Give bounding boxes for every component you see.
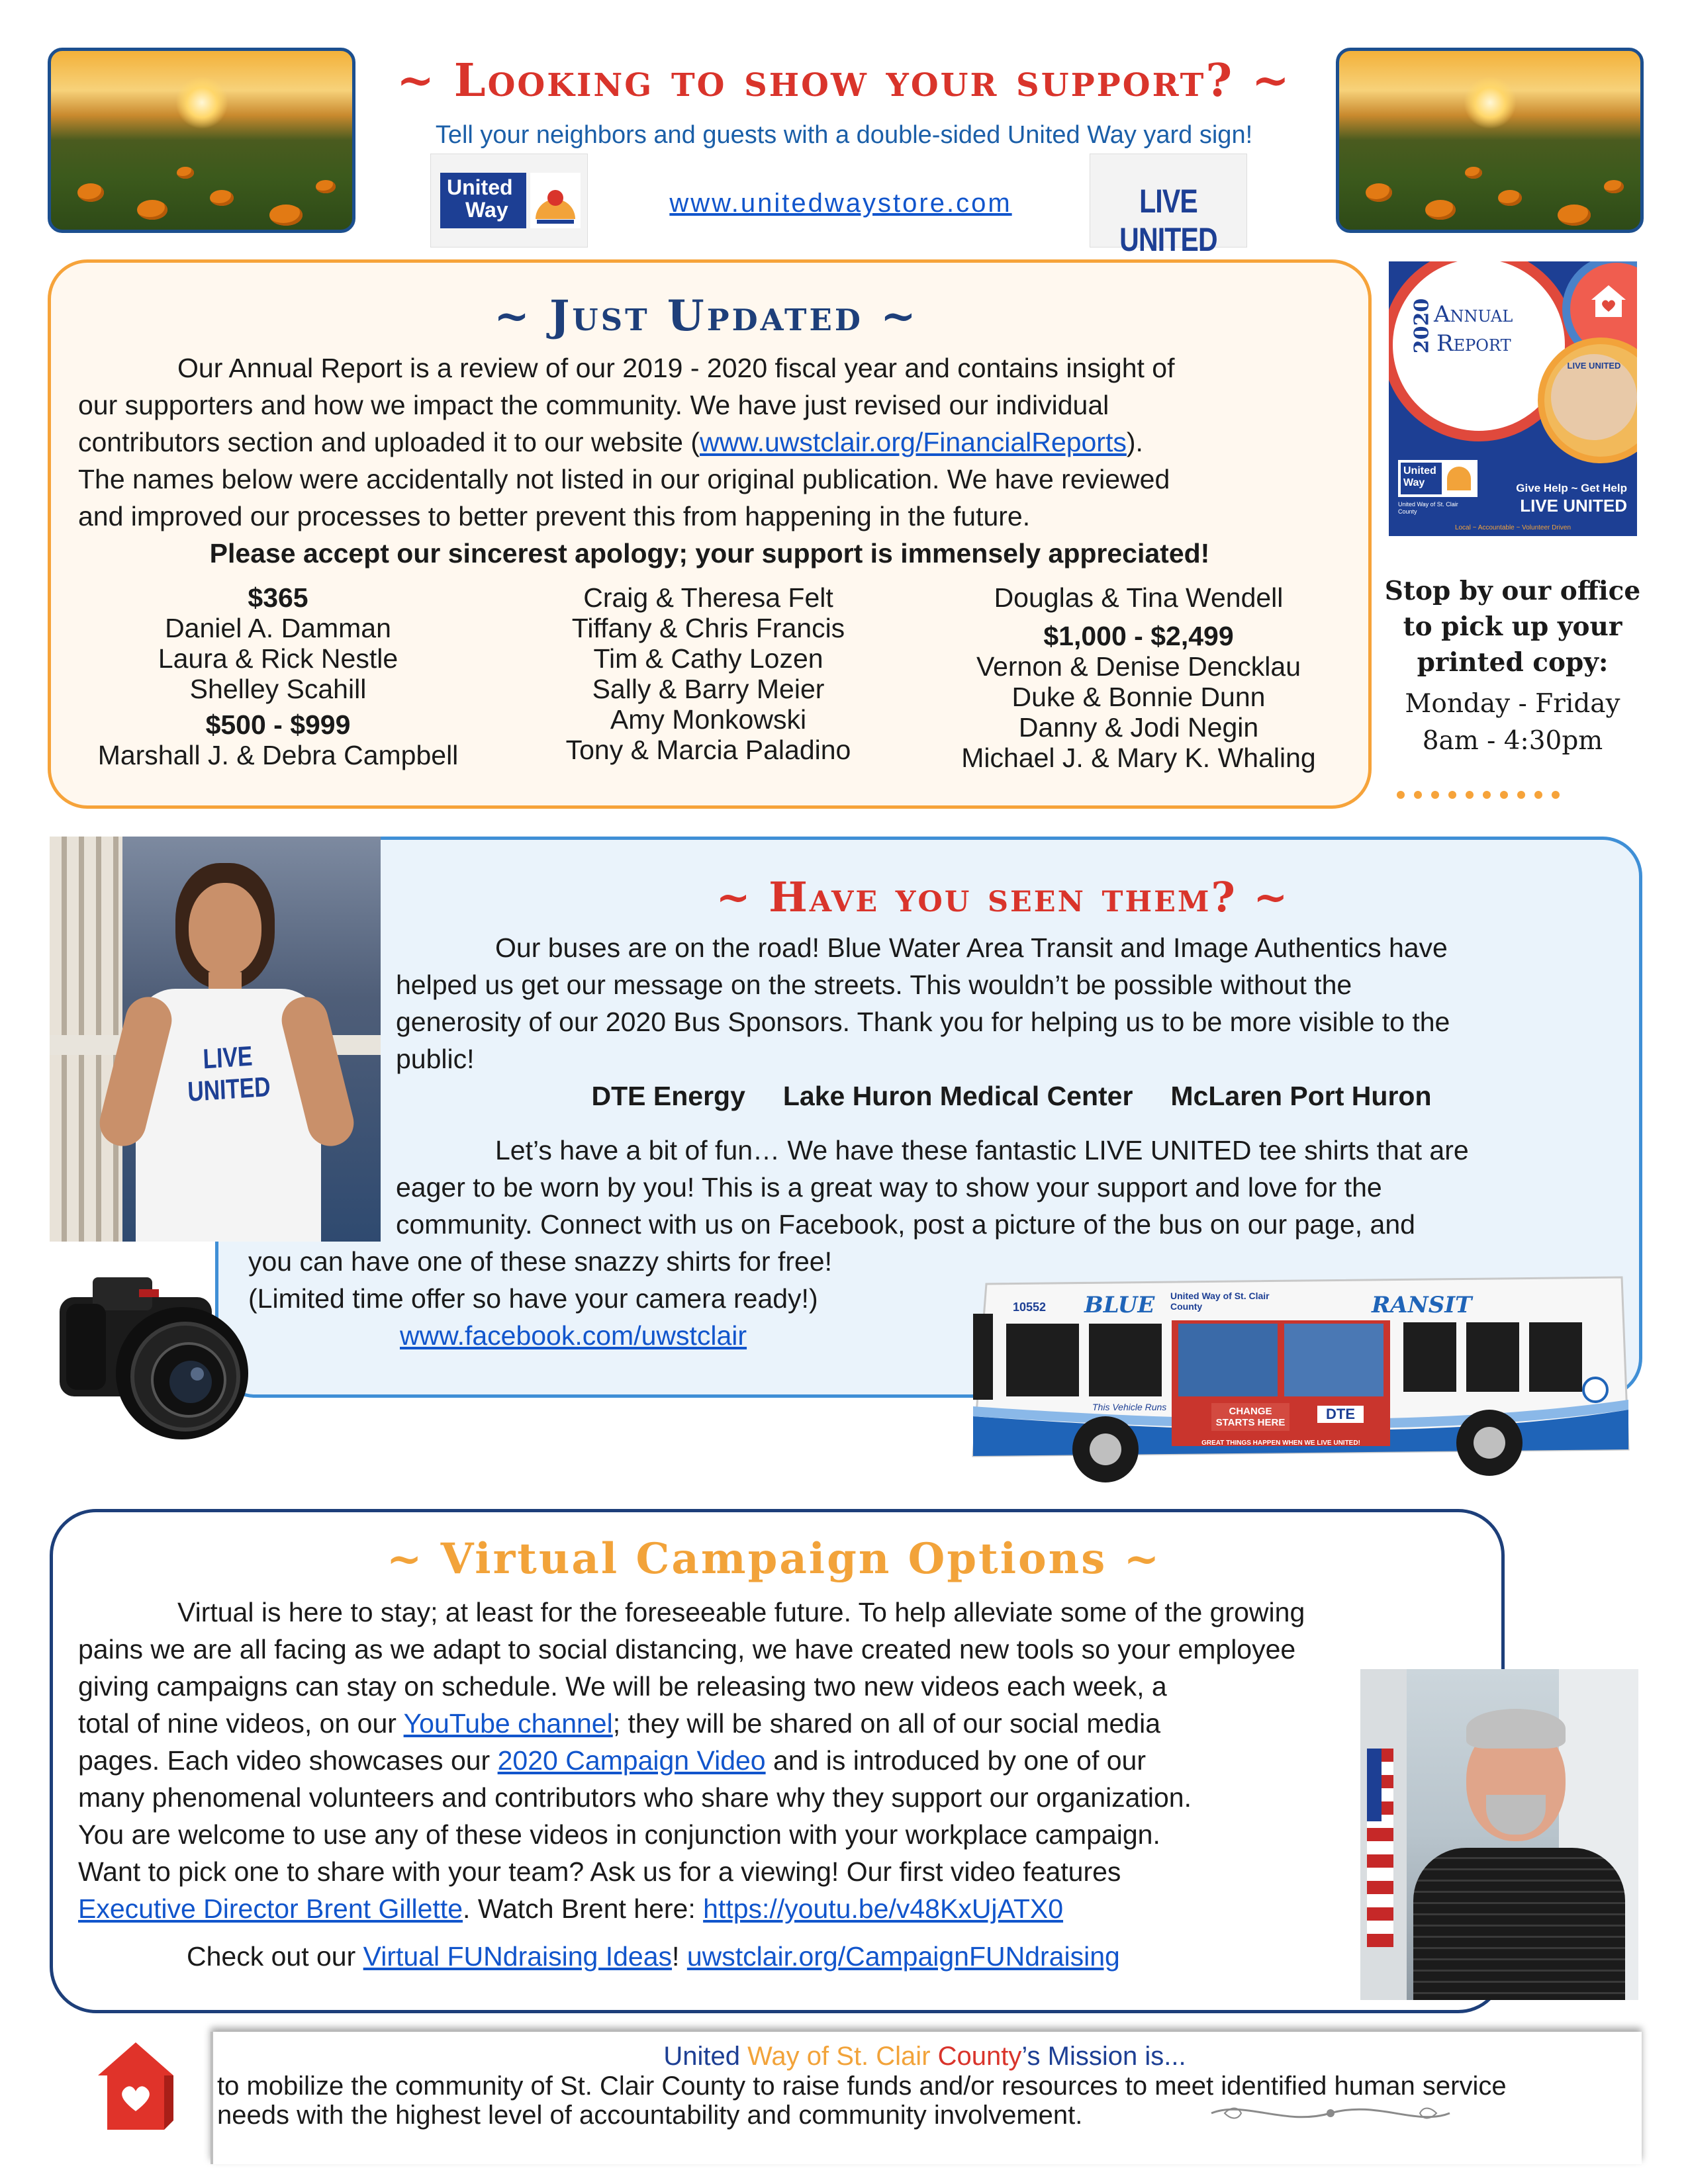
- donor-tier-500-999: $500 - $999: [205, 709, 351, 740]
- report-badge: LIVE UNITED: [1567, 361, 1621, 371]
- virtual-line-10: [78, 1938, 1501, 1975]
- support-title: ~ Looking to show your support? ~: [397, 54, 1291, 107]
- mission-word-united: United: [663, 2042, 741, 2071]
- virtual-line-4-end: ; they will be shared on all of our social media: [612, 1708, 1161, 1739]
- uw-logo-line2: Way: [465, 197, 508, 222]
- report-uw-sub: United Way of St. Clair County: [1398, 501, 1458, 515]
- shirt-line-1: Let’s have a bit of fun… We have these fantastic LIVE UNITED tee shirts that are: [495, 1135, 1469, 1165]
- annual-report-cover: [1389, 261, 1637, 536]
- uw-logo-line1: United: [447, 175, 513, 199]
- virtual-line-4: [78, 1705, 1501, 1742]
- donor-name: Sally & Barry Meier: [592, 674, 825, 704]
- shirt-line-2: eager to be worn by you! This is a great way to show your support and love for the: [396, 1172, 1382, 1203]
- updated-line-4: The names below were accidentally not listed in our original publication. We have reviewed: [78, 464, 1170, 494]
- office-line-3: printed copy:: [1417, 647, 1609, 678]
- donor-name: Tiffany & Chris Francis: [571, 613, 845, 643]
- donor-name: Michael J. & Mary K. Whaling: [961, 743, 1316, 773]
- donor-column-3: [927, 582, 1350, 773]
- donor-column-1: [66, 582, 490, 770]
- report-tagline-1: Give Help ~ Get Help: [1516, 482, 1627, 494]
- shirt-paragraph: [396, 1132, 1627, 1243]
- pumpkin-field-photo-left: [48, 48, 355, 233]
- report-uw-line1: United: [1403, 465, 1436, 477]
- live-united-sign: [1090, 154, 1247, 258]
- bus-line-2: helped us get our message on the streets. This wouldn’t be possible without the: [396, 970, 1352, 1000]
- shirt-line-5: (Limited time offer so have your camera ready!): [248, 1283, 818, 1314]
- virtual-line-10-mid: !: [672, 1941, 687, 1972]
- bus-banner: GREAT THINGS HAPPEN WHEN WE LIVE UNITED!: [1201, 1439, 1360, 1447]
- house-heart-logo-icon: [93, 2037, 179, 2136]
- bus-brand-left: BLUE: [1084, 1292, 1155, 1318]
- donor-name: Amy Monkowski: [610, 704, 807, 735]
- bus-runs: This Vehicle Runs: [1092, 1402, 1167, 1412]
- donor-name: Tim & Cathy Lozen: [593, 643, 823, 674]
- bus-line-1: Our buses are on the road! Blue Water Area Transit and Image Authentics have: [495, 933, 1448, 963]
- office-note: [1383, 573, 1642, 760]
- campaign-fundraising-link[interactable]: uwstclair.org/CampaignFUNdraising: [686, 1941, 1120, 1972]
- youtube-channel-link[interactable]: YouTube channel: [403, 1708, 613, 1739]
- donor-name: Duke & Bonnie Dunn: [1011, 682, 1266, 712]
- shirt-paragraph-2: [248, 1243, 976, 1317]
- donor-name: Marshall J. & Debra Campbell: [97, 740, 459, 770]
- apology-line: Please accept our sincerest apology; your support is immensely appreciated!: [209, 538, 1210, 569]
- mission-word-of: of: [806, 2042, 829, 2071]
- mission-word-mission: ’s Mission is...: [1021, 2042, 1186, 2071]
- report-uw-line2: Way: [1403, 477, 1425, 488]
- sponsor-dte: DTE Energy: [591, 1081, 745, 1111]
- bus-paragraph: [396, 929, 1627, 1077]
- donor-name: Shelley Scahill: [189, 674, 367, 704]
- camera-icon: [46, 1257, 285, 1456]
- donor-tier-365: $365: [248, 582, 308, 613]
- donor-name: Douglas & Tina Wendell: [994, 582, 1284, 613]
- pumpkin-field-photo-right: [1336, 48, 1644, 233]
- bus-line-3: generosity of our 2020 Bus Sponsors. Thank you for helping us to be more visible to the: [396, 1007, 1450, 1037]
- mission-body-line-1: to mobilize the community of St. Clair County to raise funds and/or resources to meet identified human service: [217, 2071, 1507, 2101]
- bus-sponsors: [396, 1077, 1627, 1115]
- bus-number: 10552: [1013, 1300, 1047, 1314]
- shirt-line-4: you can have one of these snazzy shirts for free!: [248, 1246, 832, 1277]
- report-footer: Local ~ Accountable ~ Volunteer Driven: [1454, 524, 1571, 531]
- youtube-video-link[interactable]: https://youtu.be/v48KxUjATX0: [703, 1893, 1064, 1924]
- donor-tier-1000-2499: $1,000 - $2,499: [1043, 621, 1234, 651]
- updated-line-2: our supporters and how we impact the community. We have just revised our individual: [78, 390, 1109, 420]
- sponsor-lake-huron: Lake Huron Medical Center: [782, 1081, 1133, 1111]
- report-tagline-2: LIVE UNITED: [1520, 496, 1627, 516]
- house-heart-icon: [1589, 283, 1628, 320]
- donor-name: Danny & Jodi Negin: [1018, 712, 1259, 743]
- unitedwaystore-link[interactable]: www.unitedwaystore.com: [669, 189, 1012, 218]
- just-updated-title: ~ Just Updated ~: [494, 291, 919, 341]
- virtual-paragraph: [78, 1594, 1501, 1975]
- fundraising-ideas-link[interactable]: Virtual FUNdraising Ideas: [363, 1941, 673, 1972]
- virtual-campaign-title: ~ Virtual Campaign Options ~: [386, 1534, 1162, 1584]
- bus-uw-text: United Way of St. Clair County: [1170, 1291, 1270, 1312]
- donor-name: Tony & Marcia Paladino: [565, 735, 851, 765]
- report-uw-logo: [1398, 460, 1477, 497]
- live-united-sign-text: LIVE UNITED: [1119, 183, 1217, 258]
- updated-line-3: [78, 424, 1362, 461]
- brent-gillette-link[interactable]: Executive Director Brent Gillette: [78, 1893, 463, 1924]
- donor-name: Laura & Rick Nestle: [158, 643, 399, 674]
- office-days: Monday - Friday: [1405, 689, 1620, 719]
- united-way-hand-icon: [530, 173, 581, 228]
- virtual-line-4-text: total of nine videos, on our: [78, 1708, 404, 1739]
- report-year: 2020: [1410, 298, 1434, 354]
- virtual-line-6: many phenomenal volunteers and contributors who share why they support our organization.: [78, 1782, 1192, 1813]
- donor-column-2: [503, 582, 914, 765]
- united-way-logo: [430, 154, 588, 248]
- flourish-ornament-icon: [1205, 2097, 1456, 2130]
- mission-word-way: Way: [747, 2042, 800, 2071]
- office-hours: 8am - 4:30pm: [1422, 726, 1603, 756]
- donor-name: Vernon & Denise Dencklau: [976, 651, 1301, 682]
- virtual-line-10-text: Check out our: [187, 1941, 363, 1972]
- financial-reports-link[interactable]: www.uwstclair.org/FinancialReports: [700, 427, 1127, 457]
- bus-line-4: public!: [396, 1044, 475, 1074]
- mission-word-stclair: St. Clair: [836, 2042, 931, 2071]
- brent-gillette-photo: [1360, 1669, 1638, 2000]
- bus-panel: CHANGE STARTS HERE: [1211, 1403, 1289, 1431]
- virtual-line-1: Virtual is here to stay; at least for the foreseeable future. To help alleviate some of the growing: [177, 1597, 1305, 1627]
- sponsor-mclaren: McLaren Port Huron: [1170, 1081, 1432, 1111]
- have-you-seen-them-title: ~ Have you seen them? ~: [716, 873, 1290, 921]
- facebook-link[interactable]: www.facebook.com/uwstclair: [400, 1320, 747, 1351]
- campaign-video-link[interactable]: 2020 Campaign Video: [497, 1745, 766, 1776]
- bus-brand-right: RANSIT: [1372, 1292, 1472, 1318]
- report-word-annual: Annual: [1434, 301, 1513, 328]
- virtual-line-8: Want to pick one to share with your team? Ask us for a viewing! Our first video features: [78, 1856, 1121, 1887]
- updated-line-1: Our Annual Report is a review of our 2019 - 2020 fiscal year and contains insight of: [177, 353, 1175, 383]
- virtual-line-5-end: and is introduced by one of our: [765, 1745, 1146, 1776]
- office-line-2: to pick up your: [1403, 612, 1622, 642]
- mission-body-line-2: needs with the highest level of accountability and community involvement.: [217, 2101, 1083, 2130]
- shirt-line-3: community. Connect with us on Facebook, post a picture of the bus on our page, and: [396, 1209, 1415, 1240]
- virtual-line-3: giving campaigns can stay on schedule. We will be releasing two new videos each week, a: [78, 1671, 1167, 1702]
- mission-word-county: County: [937, 2042, 1022, 2071]
- virtual-line-5-text: pages. Each video showcases our: [78, 1745, 498, 1776]
- blue-water-transit-bus: [960, 1251, 1638, 1496]
- report-word-report: Report: [1436, 330, 1511, 357]
- mission-heading: [211, 2041, 1639, 2071]
- virtual-line-2: pains we are all facing as we adapt to social distancing, we have created new tools so your employee: [78, 1634, 1296, 1664]
- just-updated-paragraph: [78, 349, 1362, 535]
- virtual-line-7: You are welcome to use any of these videos in conjunction with your workplace campaign.: [78, 1819, 1160, 1850]
- updated-line-5: and improved our processes to better prevent this from happening in the future.: [78, 501, 1031, 531]
- updated-line-3-text: contributors section and uploaded it to our website (: [78, 427, 700, 457]
- donor-name: Daniel A. Damman: [165, 613, 391, 643]
- office-line-1: Stop by our office: [1384, 576, 1641, 606]
- support-subtitle: Tell your neighbors and guests with a double-sided United Way yard sign!: [435, 121, 1253, 149]
- shirt-text: LIVE UNITED: [187, 1040, 271, 1108]
- donor-name: Craig & Theresa Felt: [583, 582, 833, 613]
- bus-dte: DTE: [1317, 1406, 1364, 1423]
- virtual-line-9: [78, 1890, 1501, 1927]
- updated-line-3-end: ).: [1126, 427, 1143, 457]
- woman-live-united-shirt-photo: [50, 837, 381, 1242]
- virtual-line-5: [78, 1742, 1501, 1779]
- dotted-divider: [1397, 790, 1648, 802]
- virtual-line-9-text: . Watch Brent here:: [463, 1893, 704, 1924]
